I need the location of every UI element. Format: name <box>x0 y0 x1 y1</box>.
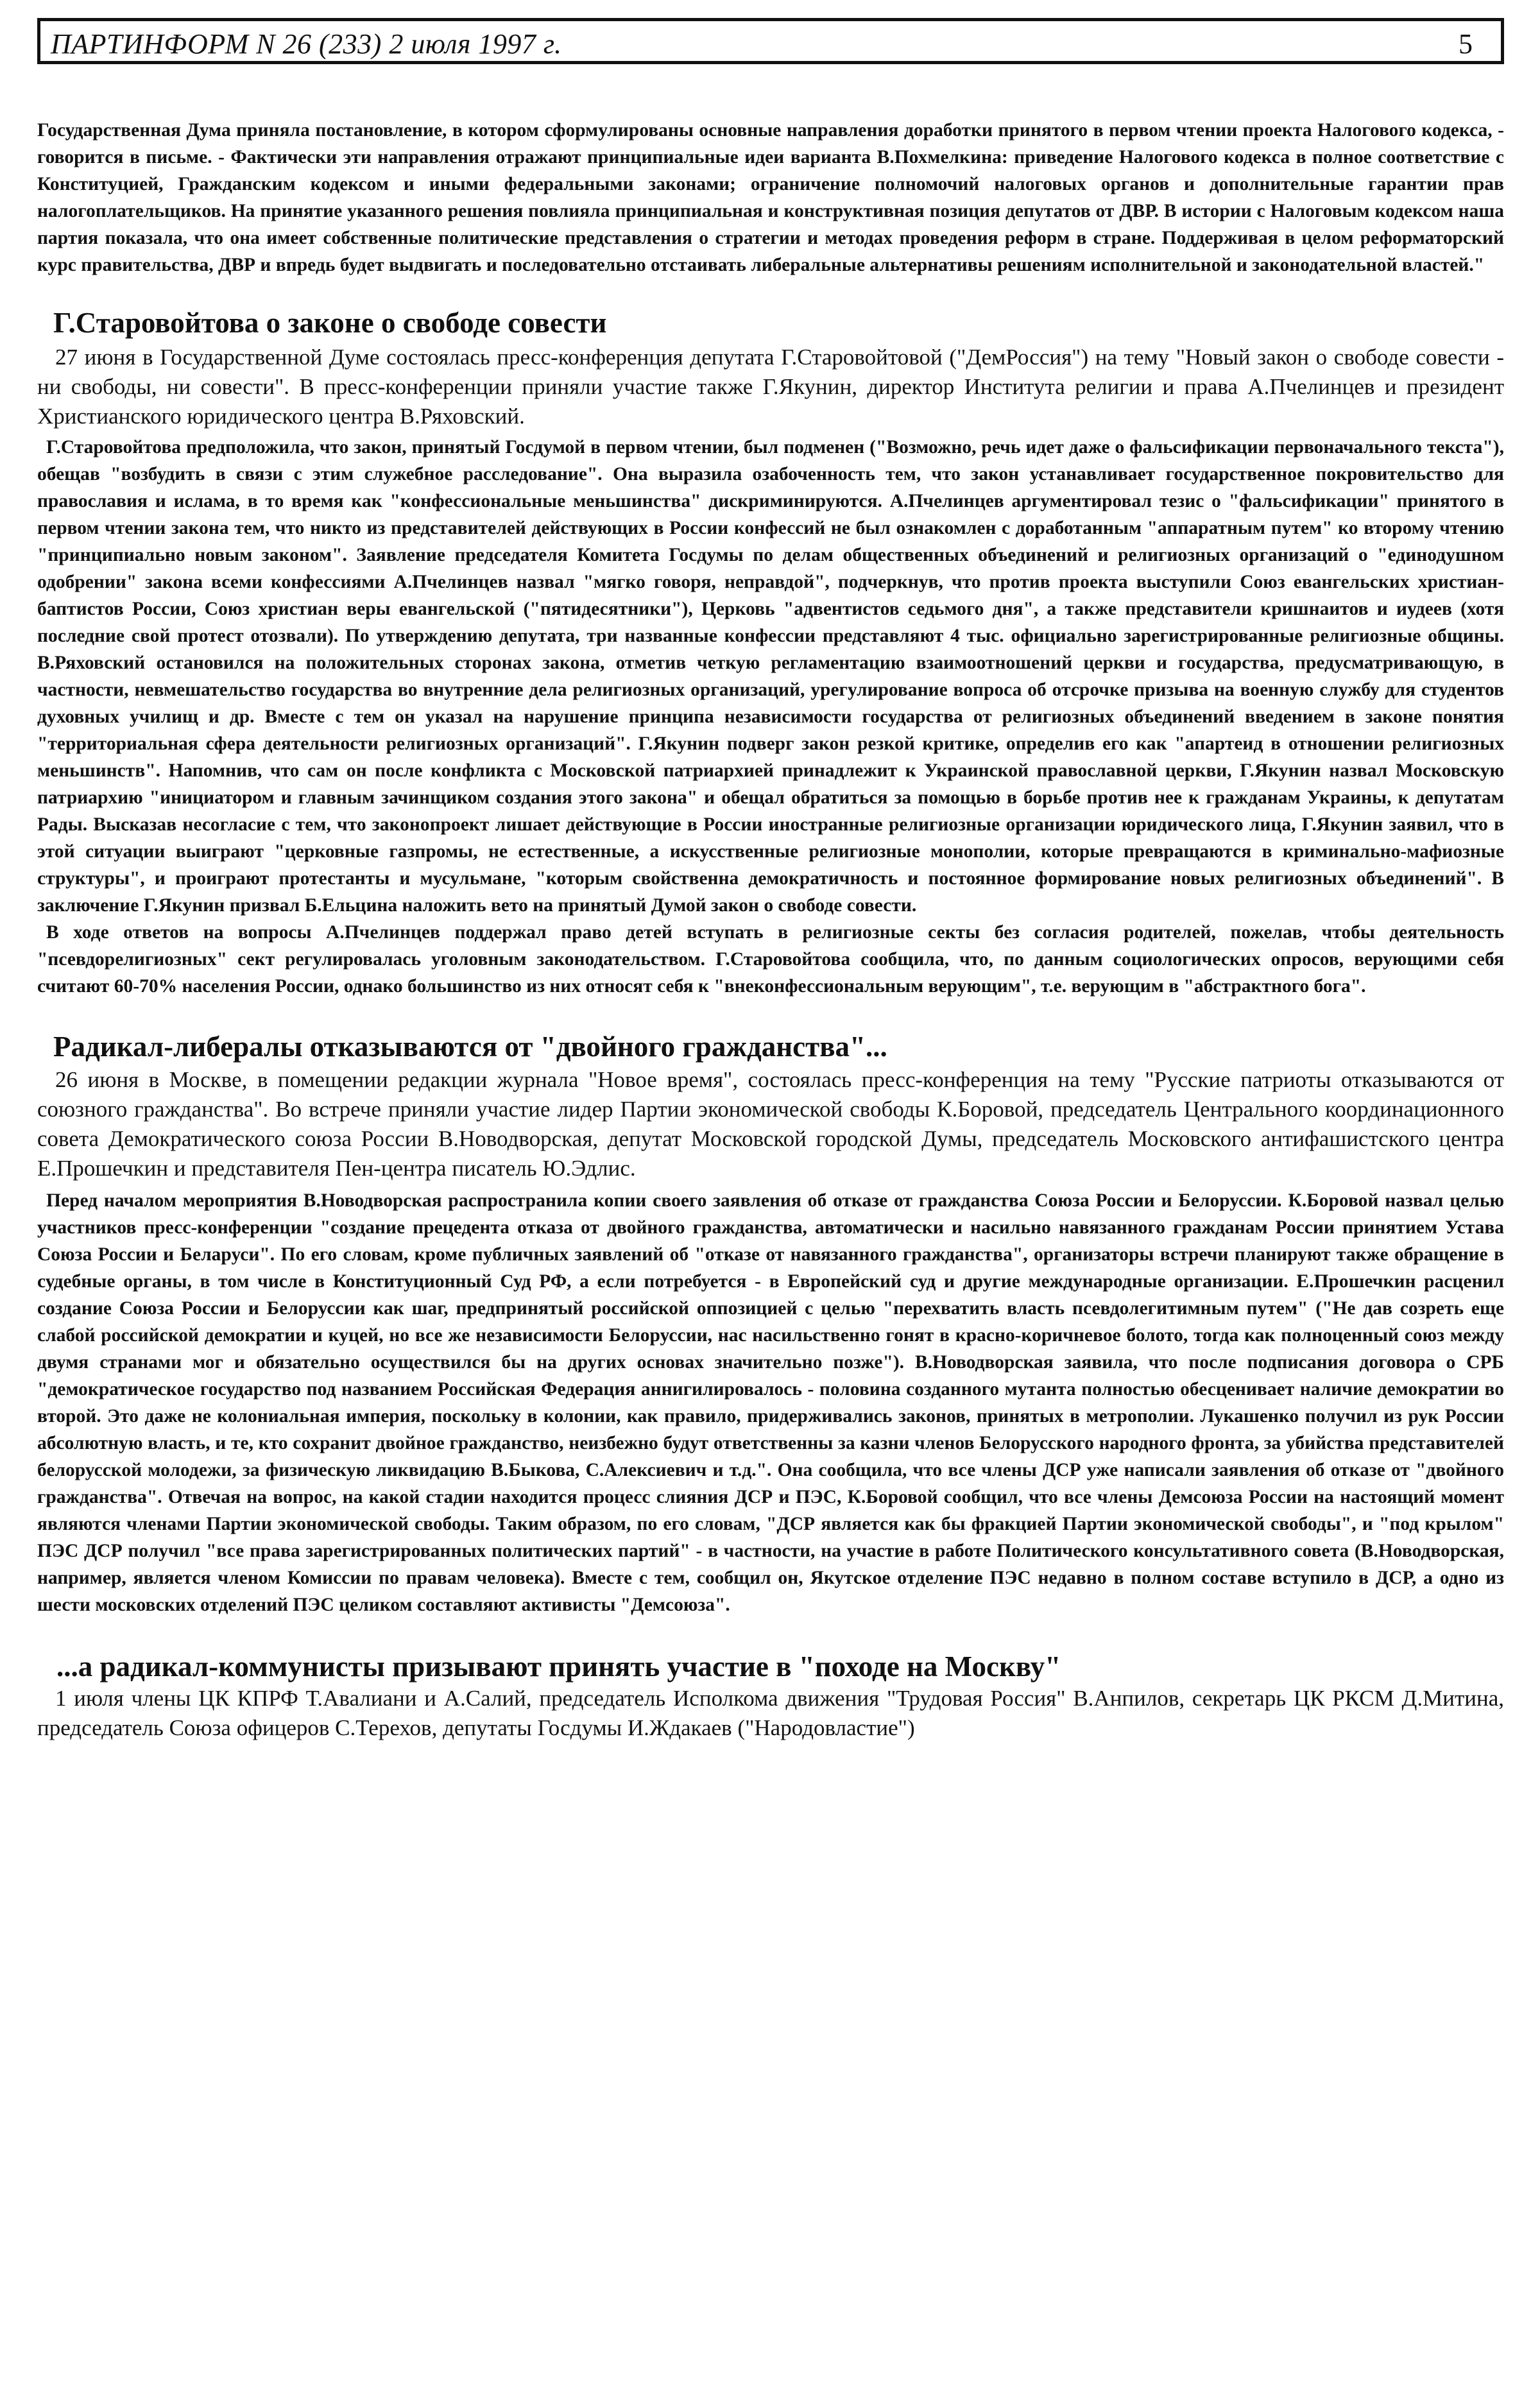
article-lead: 27 июня в Государственной Думе состоялась пресс-конференция депутата Г.Старовойтовой ("ДемРоссия") на тему "Новый закон о свободе совести - ни свободы, ни совести". В пресс-конференции приняли участие также Г.Якунин, директор Института религии и права А.Пчелинцев и президент Христианского юридического центра В.Ряховский. <box>37 345 1504 429</box>
page-header <box>37 18 1504 64</box>
intro-paragraph: Государственная Дума приняла постановление, в котором сформулированы основные направления доработки принятого в первом чтении проекта Налогового кодекса, - говорится в письме. - Фактически эти направления отражают принципиальные идеи варианта В.Похмелкина: приведение Налогового кодекса в полное соответствие с Конституцией, Гражданским кодексом и иными федеральными законами; ограничение полномочий налоговых органов и дополнительные гарантии прав налогоплательщиков. На принятие указанного решения повлияла принципиальная и конструктивная позиция депутатов от ДВР. В истории с Налоговым кодексом наша партия показала, что она имеет собственные политические представления о стратегии и методах проведения реформ в стране. Поддерживая в целом реформаторский курс правительства, ДВР и впредь будет выдвигать и последовательно отстаивать либеральные альтернативы решениям исполнительной и законодательной властей." <box>37 120 1504 275</box>
article-paragraph: Г.Старовойтова предположила, что закон, принятый Госдумой в первом чтении, был подменен ("Возможно, речь идет даже о фальсификации первоначального текста"), обещав "возбудить в связи с этим служебное расследование". Она выразила озабоченность тем, что закон устанавливает государственное покровительство для православия и ислама, в то время как "конфессиональные меньшинства" дискриминируются. А.Пчелинцев аргументировал тезис о "фальсификации" принятого в первом чтении закона тем, что никто из представителей действующих в России конфессий не был ознакомлен с доработанным "аппаратным путем" ко второму чтению "принципиально новым законом". Заявление председателя Комитета Госдумы по делам общественных объединений и религиозных организаций о "единодушном одобрении" закона всеми конфессиями А.Пчелинцев назвал "мягко говоря, неправдой", подчеркнув, что против проекта выступили Союз евангельских христиан-баптистов России, Союз христиан веры евангельской ("пятидесятники"), Церковь "адвентистов седьмого дня", а также представители кришнаитов и иудеев (хотя последние свой протест отозвали). По утверждению депутата, три названные конфессии представляют 4 тыс. официально зарегистрированные религиозные общины. В.Ряховский остановился на положительных сторонах закона, отметив четкую регламентацию взаимоотношений церкви и государства, предусматривающую, в частности, невмешательство государства во внутренние дела религиозных организаций, урегулирование вопроса об отсрочке призыва на военную службу для студентов духовных училищ и др. Вместе с тем он указал на нарушение принципа независимости государства от религиозных объединений введением в законе понятия "территориальная сфера деятельности религиозных организаций". Г.Якунин подверг закон резкой критике, определив его как "апартеид в отношении религиозных меньшинств". Напомнив, что сам он после конфликта с Московской патриархией принадлежит к Украинской православной церкви, Г.Якунин назвал Московскую патриархию "инициатором и главным зачинщиком создания этого закона" и обещал обратиться за помощью в борьбе против нее к гражданам Украины, к депутатам Рады. Высказав несогласие с тем, что законопроект лишает действующие в России иностранные религиозные организации юридического лица, Г.Якунин заявил, что в этой ситуации выиграют "церковные газпромы, не естественные, а искусственные религиозные монополии, которые превращаются в криминально-мафиозные структуры", и проиграют протестанты и мусульмане, "которым свойственна демократичность и постоянное формирование новых религиозных объединений". В заключение Г.Якунин призвал Б.Ельцина наложить вето на принятый Думой закон о свободе совести. <box>37 437 1504 916</box>
article-paragraph: Перед началом мероприятия В.Новодворская распространила копии своего заявления об отказе от гражданства Союза России и Белоруссии. К.Боровой назвал целью участников пресс-конференции "создание прецедента отказа от двойного гражданства, автоматически и насильно навязанного гражданам России принятием Устава Союза России и Беларуси". По его словам, кроме публичных заявлений об "отказе от навязанного гражданства", организаторы встречи планируют также обращение в судебные органы, в том числе в Конституционный Суд РФ, а если потребуется - в Европейский суд и другие международные организации. Е.Прошечкин расценил создание Союза России и Белоруссии как шаг, предпринятый российской оппозицией с целью "перехватить власть псевдолегитимным путем" ("Не дав созреть еще слабой российской демократии и куцей, но все же независимости Белоруссии, нас насильственно гонят в красно-коричневое болото, тогда как полноценный союз между двумя странами мог и обязательно осуществился бы на других основах значительно позже"). В.Новодворская заявила, что после подписания договора о СРБ "демократическое государство под названием Российская Федерация аннигилировалось - половина созданного мутанта полностью обесценивает наличие демократии во второй. Это даже не колониальная империя, поскольку в колонии, как правило, придерживались законов, принятых в метрополии. Лукашенко получил из рук России абсолютную власть, и те, кто сохранит двойное гражданство, неизбежно будут ответственны за казни членов Белорусского народного фронта, за убийства представителей белорусской молодежи, за физическую ликвидацию В.Быкова, С.Алексиевич и т.д.". Она сообщила, что все члены ДСР уже написали заявления об отказе от "двойного гражданства". Отвечая на вопрос, на какой стадии находится процесс слияния ДСР и ПЭС, К.Боровой сообщил, что все члены Демсоюза России на настоящий момент являются членами Партии экономической свободы. Таким образом, по его словам, "ДСР является как бы фракцией Партии экономической свободы", и "под крылом" ПЭС ДСР получил "все права зарегистрированных политических партий" - в частности, на участие в работе Политического консультативного совета (В.Новодворская, например, является членом Комиссии по правам человека). Вместе с тем, сообщил он, Якутское отделение ПЭС недавно в полном составе вступило в ДСР, а одно из шести московских отделений ПЭС целиком составляют активисты "Демсоюза". <box>37 1190 1504 1615</box>
article-paragraph: В ходе ответов на вопросы А.Пчелинцев поддержал право детей вступать в религиозные секты без согласия родителей, пожелав, чтобы деятельность "псевдорелигиозных" сект регулировалась уголовным законодательством. Г.Старовойтова сообщила, что, по данным социологических опросов, верующими себя считают 60-70% населения России, однако большинство из них относят себя к "внеконфессиональным верующим", т.е. верующим в "абстрактного бога". <box>37 922 1504 997</box>
article-lead: 26 июня в Москве, в помещении редакции журнала "Новое время", состоялась пресс-конференция на тему "Русские патриоты отказываются от союзного гражданства". Во встрече приняли участие лидер Партии экономической свободы К.Боровой, председатель Центрального координационного совета Демократического союза России В.Новодворская, депутат Московской городской Думы, председатель Московского антифашистского центра Е.Прошечкин и представителя Пен-центра писатель Ю.Эдлис. <box>37 1067 1504 1181</box>
page-number: 5 <box>1459 28 1473 60</box>
article-heading: ...а радикал-коммунисты призывают принять участие в "походе на Москву" <box>56 1650 1061 1683</box>
article-lead: 1 июля члены ЦК КПРФ Т.Авалиани и А.Салий, председатель Исполкома движения "Трудовая Россия" В.Анпилов, секретарь ЦК РКСМ Д.Митина, председатель Союза офицеров С.Терехов, депутаты Госдумы И.Ждакаев ("Народовластие") <box>37 1686 1504 1740</box>
article-heading: Радикал-либералы отказываются от "двойного гражданства"... <box>53 1031 887 1063</box>
article-heading: Г.Старовойтова о законе о свободе совести <box>53 307 607 339</box>
publication-title: ПАРТИНФОРМ N 26 (233) 2 июля 1997 г. <box>51 28 562 60</box>
newspaper-page <box>37 18 1504 1743</box>
